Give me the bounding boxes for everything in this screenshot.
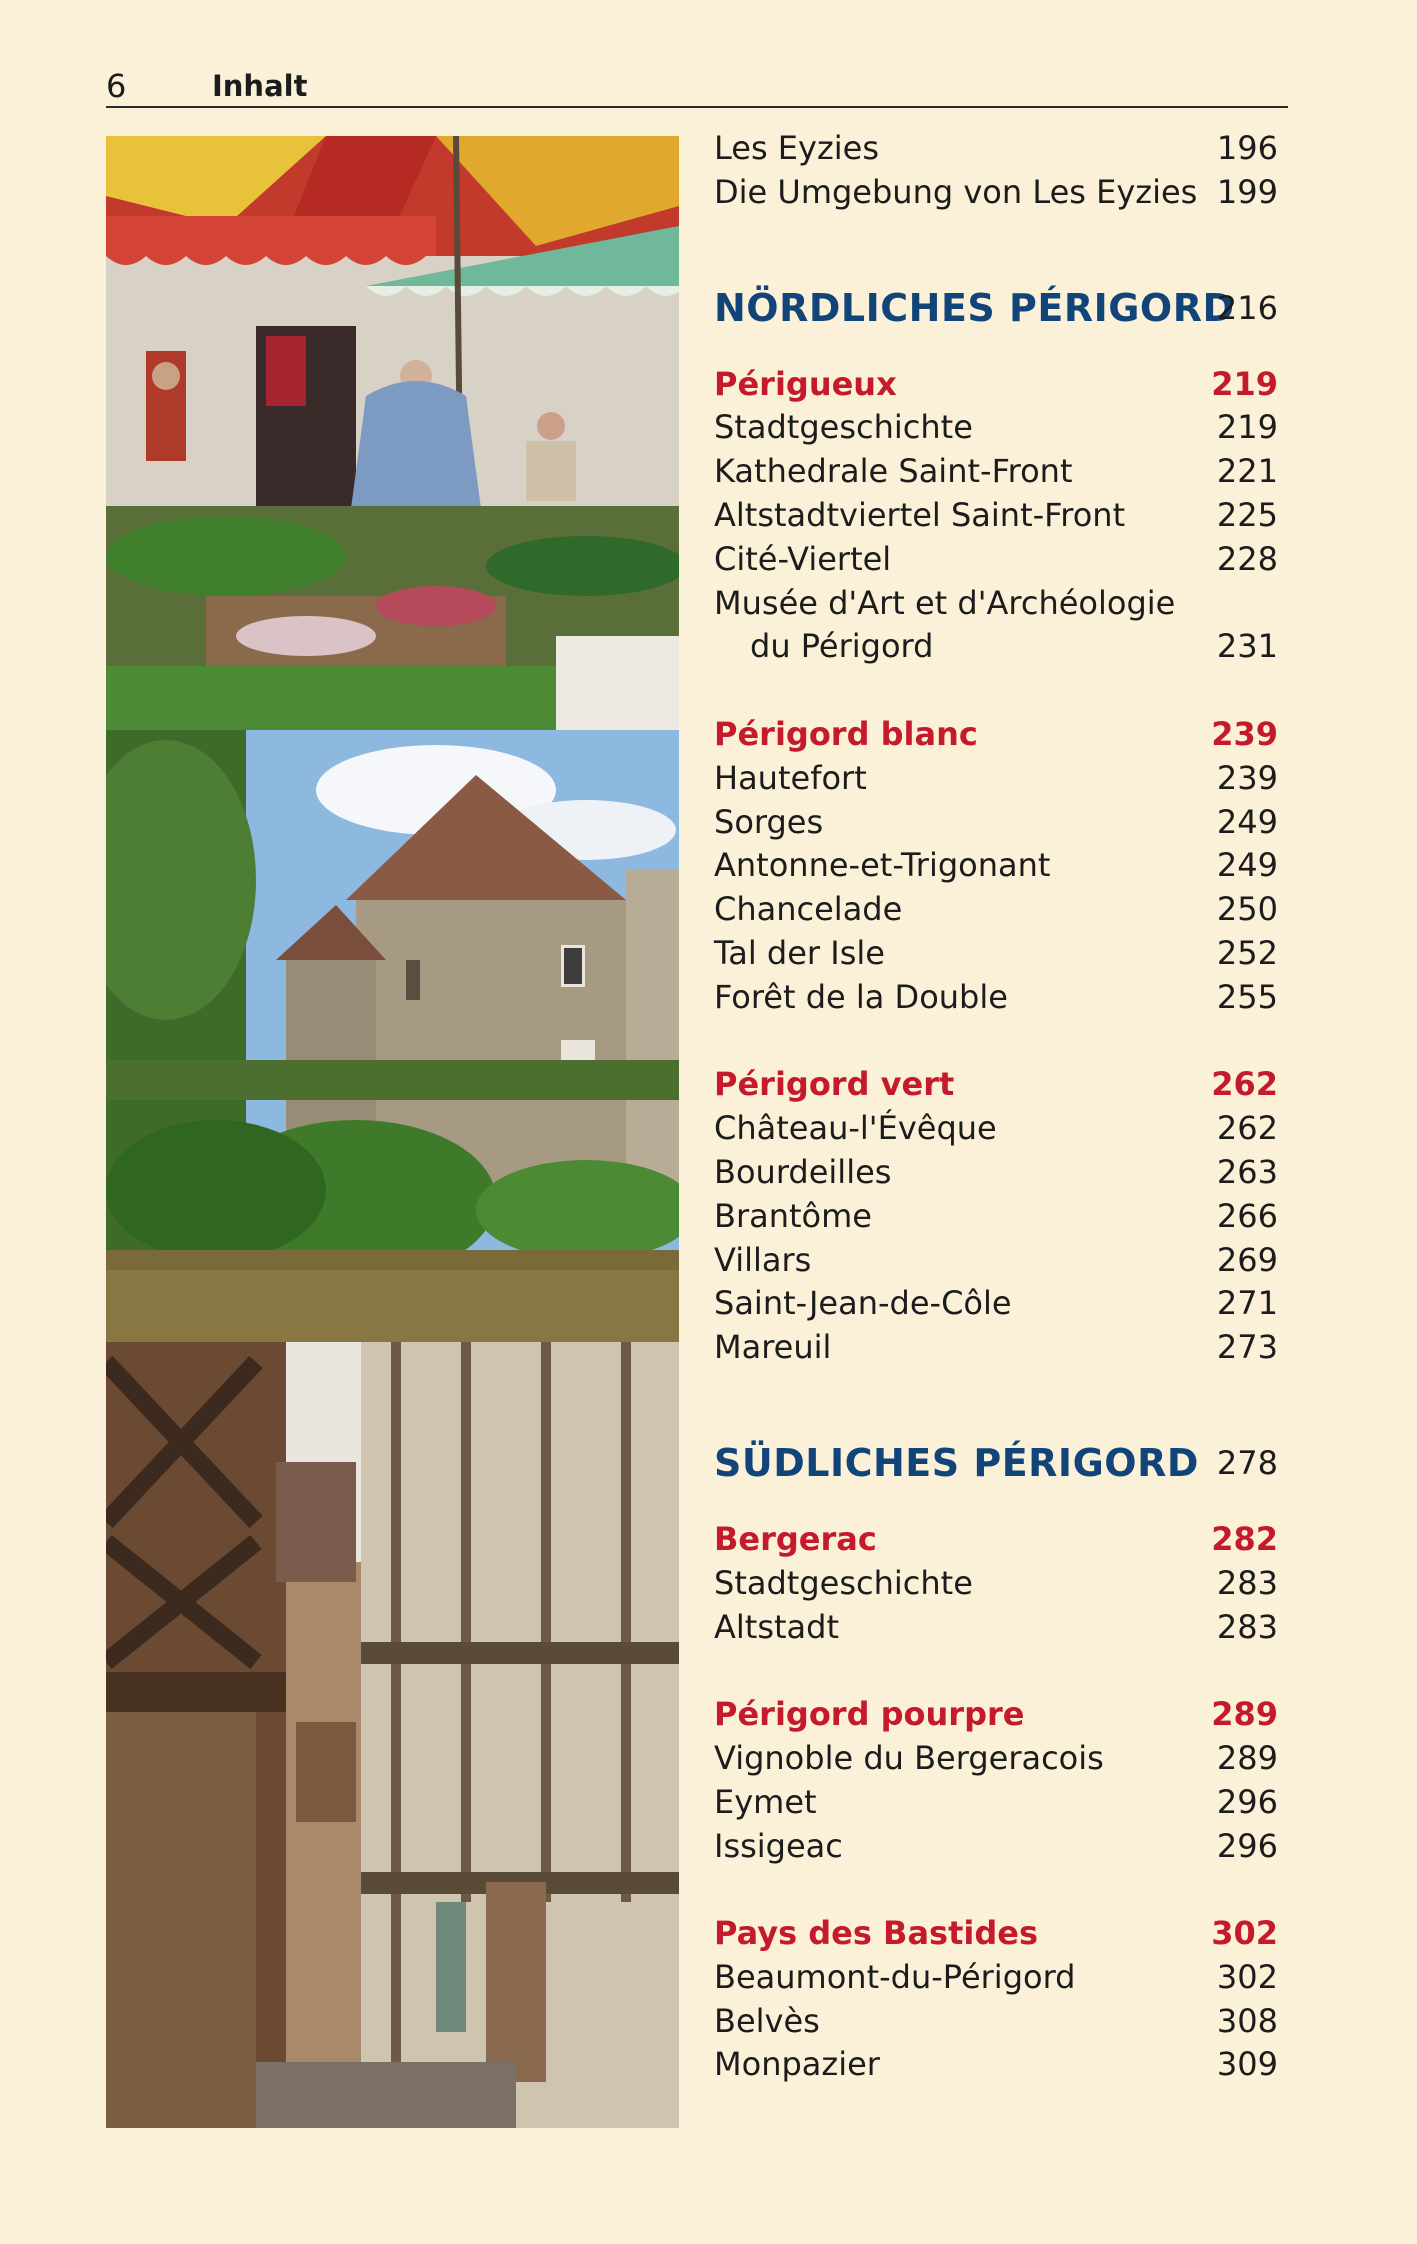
toc-entry-title: Eymet <box>714 1782 817 1821</box>
chapter-title: SÜDLICHES PÉRIGORD <box>714 1440 1199 1485</box>
market-stall-photo <box>106 136 679 730</box>
toc-entry-page: 263 <box>1216 1152 1278 1191</box>
toc-entry-page: 271 <box>1216 1284 1278 1323</box>
toc-entry-title: Belvès <box>714 2001 820 2040</box>
toc-entry-page: 250 <box>1216 890 1278 929</box>
toc-entry-title: Villars <box>714 1240 812 1279</box>
toc-entry[interactable] <box>714 1194 1278 1238</box>
toc-entry-page: 225 <box>1216 495 1278 534</box>
subchapter-page: 289 <box>1211 1695 1278 1734</box>
toc-entry[interactable] <box>714 756 1278 800</box>
table-of-contents <box>714 126 1278 2086</box>
subchapter-page: 282 <box>1211 1519 1278 1558</box>
chapter-heading-north[interactable] <box>714 282 1278 334</box>
subchapter-heading-pourpre[interactable] <box>714 1692 1278 1736</box>
toc-entry[interactable] <box>714 2042 1278 2086</box>
toc-entry-title: Les Eyzies <box>714 129 879 167</box>
subchapter-page: 262 <box>1211 1065 1278 1104</box>
toc-entry[interactable] <box>714 1999 1278 2043</box>
toc-entry[interactable] <box>714 170 1278 214</box>
subchapter-title: Périgord blanc <box>714 714 978 753</box>
toc-entry-page: 199 <box>1216 172 1278 211</box>
toc-entry-page: 289 <box>1216 1738 1278 1777</box>
toc-entry-title: Monpazier <box>714 2045 880 2084</box>
subchapter-title: Bergerac <box>714 1519 877 1558</box>
toc-entry-title: Altstadt <box>714 1607 840 1646</box>
photo-column <box>106 136 679 2128</box>
subchapter-title: Périgord pourpre <box>714 1695 1025 1734</box>
toc-entry-title: Kathedrale Saint-Front <box>714 452 1073 491</box>
toc-entry-title: Cité-Viertel <box>714 539 892 578</box>
toc-entry[interactable] <box>714 1238 1278 1282</box>
toc-entry[interactable] <box>714 1824 1278 1868</box>
toc-entry[interactable] <box>714 843 1278 887</box>
toc-entry-page: 221 <box>1216 452 1278 491</box>
toc-entry[interactable] <box>714 800 1278 844</box>
subchapter-heading-blanc[interactable] <box>714 712 1278 756</box>
toc-entry-title: Vignoble du Bergeracois <box>714 1738 1104 1777</box>
toc-entry-page: 228 <box>1216 539 1278 578</box>
toc-entry[interactable] <box>714 493 1278 537</box>
stone-house-river-photo <box>106 730 679 1342</box>
toc-entry-page: 309 <box>1216 2045 1278 2084</box>
toc-entry-title: Stadtgeschichte <box>714 408 973 447</box>
subchapter-heading-bergerac[interactable] <box>714 1517 1278 1561</box>
toc-entry[interactable] <box>714 1561 1278 1605</box>
toc-entry-page: 302 <box>1216 1957 1278 1996</box>
toc-entry[interactable] <box>714 1605 1278 1649</box>
chapter-page: 278 <box>1216 1443 1278 1482</box>
toc-entry-title: Saint-Jean-de-Côle <box>714 1284 1012 1323</box>
toc-entry-multiline[interactable] <box>714 581 1278 625</box>
toc-entry[interactable] <box>714 449 1278 493</box>
page-header <box>106 66 1288 108</box>
toc-entry-page: 219 <box>1216 408 1278 447</box>
toc-entry-page: 266 <box>1216 1196 1278 1235</box>
toc-entry[interactable] <box>714 931 1278 975</box>
section-label: Inhalt <box>212 69 308 103</box>
subchapter-heading-bastides[interactable] <box>714 1911 1278 1955</box>
toc-entry-title: Sorges <box>714 802 824 841</box>
toc-entry-title: Tal der Isle <box>714 933 885 972</box>
toc-entry-title: Musée d'Art et d'Archéologie <box>714 583 1176 622</box>
subchapter-heading-vert[interactable] <box>714 1062 1278 1106</box>
toc-entry-title: Forêt de la Double <box>714 977 1008 1016</box>
toc-entry-title: Hautefort <box>714 758 867 797</box>
toc-entry[interactable] <box>714 1780 1278 1824</box>
toc-entry-page: 269 <box>1216 1240 1278 1279</box>
toc-entry[interactable] <box>714 126 1278 170</box>
chapter-title: NÖRDLICHES PÉRIGORD <box>714 285 1235 330</box>
toc-entry-page: 249 <box>1216 802 1278 841</box>
toc-entry-page: 196 <box>1216 129 1278 167</box>
toc-entry-title: Brantôme <box>714 1196 872 1235</box>
subchapter-page: 239 <box>1211 714 1278 753</box>
subchapter-page: 219 <box>1211 364 1278 403</box>
toc-entry[interactable] <box>714 1281 1278 1325</box>
toc-entry-page: 249 <box>1216 846 1278 885</box>
page-number: 6 <box>106 67 127 105</box>
toc-entry-title: Mareuil <box>714 1328 832 1367</box>
toc-entry-page: 255 <box>1216 977 1278 1016</box>
toc-entry-page: 283 <box>1216 1607 1278 1646</box>
toc-entry-title: Stadtgeschichte <box>714 1563 973 1602</box>
subchapter-page: 302 <box>1211 1914 1278 1953</box>
subchapter-title: Périgord vert <box>714 1065 955 1104</box>
toc-entry-continuation[interactable] <box>714 624 1278 668</box>
toc-entry[interactable] <box>714 537 1278 581</box>
toc-entry[interactable] <box>714 1106 1278 1150</box>
toc-entry-title: Château-l'Évêque <box>714 1109 997 1148</box>
toc-entry-title: Antonne-et-Trigonant <box>714 846 1051 885</box>
toc-entry-page: 296 <box>1216 1782 1278 1821</box>
toc-entry-title: Issigeac <box>714 1826 843 1865</box>
toc-entry[interactable] <box>714 1325 1278 1369</box>
toc-entry-title: Chancelade <box>714 890 903 929</box>
toc-entry[interactable] <box>714 1150 1278 1194</box>
toc-entry-page: 296 <box>1216 1826 1278 1865</box>
toc-entry[interactable] <box>714 1736 1278 1780</box>
toc-entry-page: 252 <box>1216 933 1278 972</box>
toc-entry[interactable] <box>714 975 1278 1019</box>
toc-entry-page: 262 <box>1216 1109 1278 1148</box>
toc-entry-page: 239 <box>1216 758 1278 797</box>
toc-entry-title: Altstadtviertel Saint-Front <box>714 495 1126 534</box>
toc-entry-page: 308 <box>1216 2001 1278 2040</box>
toc-entry-title: Bourdeilles <box>714 1152 892 1191</box>
toc-entry-title: du Périgord <box>750 627 934 666</box>
chapter-heading-south[interactable] <box>714 1437 1278 1489</box>
subchapter-title: Périgueux <box>714 364 897 403</box>
toc-entry-page: 283 <box>1216 1563 1278 1602</box>
subchapter-title: Pays des Bastides <box>714 1914 1038 1953</box>
toc-entry[interactable] <box>714 887 1278 931</box>
subchapter-heading-perigueux[interactable] <box>714 362 1278 406</box>
toc-entry-page: 231 <box>1216 627 1278 666</box>
toc-entry-title: Beaumont-du-Périgord <box>714 1957 1076 1996</box>
toc-entry[interactable] <box>714 405 1278 449</box>
half-timbered-alley-photo <box>106 1342 679 2128</box>
toc-entry-page: 273 <box>1216 1328 1278 1367</box>
chapter-page: 216 <box>1216 288 1278 327</box>
toc-entry[interactable] <box>714 1955 1278 1999</box>
toc-entry-title: Die Umgebung von Les Eyzies <box>714 172 1198 211</box>
